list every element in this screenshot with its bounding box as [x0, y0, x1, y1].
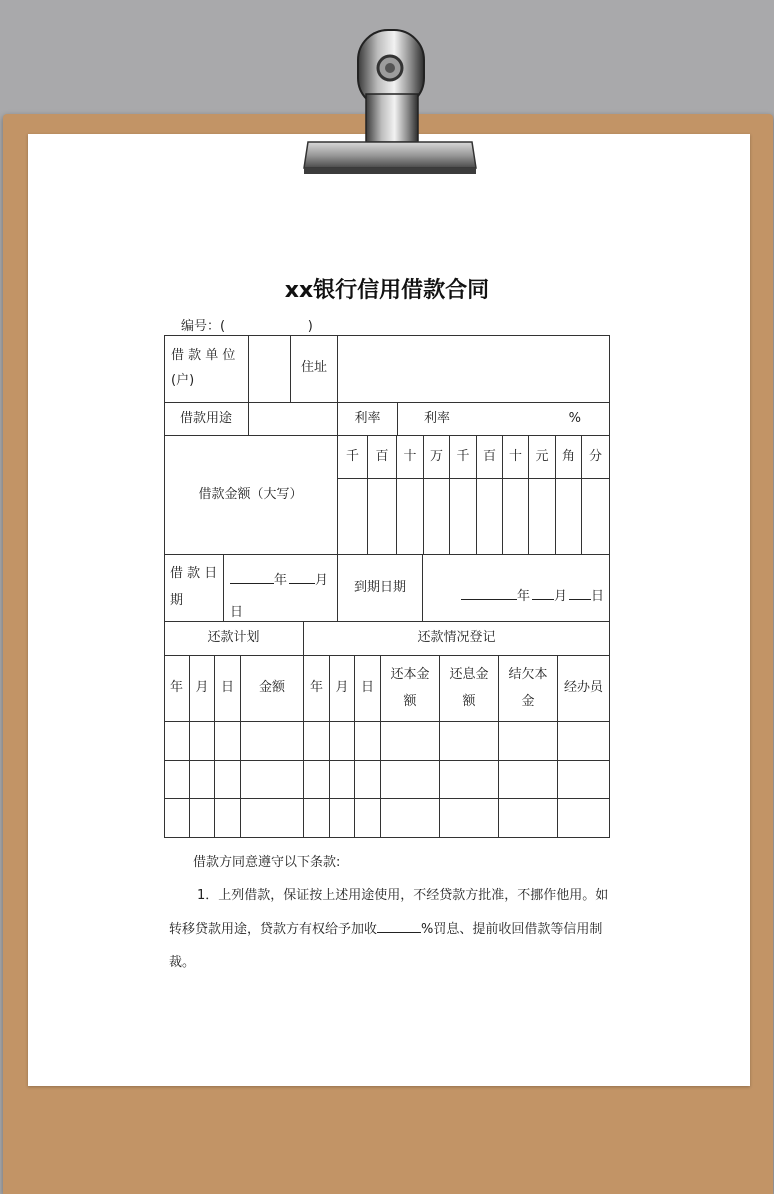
table-cell[interactable]	[190, 799, 215, 838]
clause-1-line-2-end: %罚息、提前收回借款等信用制	[421, 922, 603, 937]
borrower-label: 借 款 单 位	[171, 347, 236, 363]
digit-header	[477, 436, 503, 479]
table-cell[interactable]	[499, 799, 558, 838]
col-label: 额	[403, 693, 417, 709]
digit-value-cell[interactable]	[477, 479, 503, 555]
amount-label: 借款金额（大写）	[198, 486, 303, 502]
address-value-cell[interactable]	[338, 335, 610, 403]
clause-1-line-2-start: 转移贷款用途，贷款方有权给予加收	[169, 922, 378, 937]
loan-date-label-cell	[164, 555, 224, 622]
digit-value-cell[interactable]	[338, 479, 368, 555]
address-label: 住址	[300, 360, 327, 376]
table-cell[interactable]	[164, 761, 190, 799]
table-cell[interactable]	[558, 761, 610, 799]
repay-plan-label: 还款计划	[207, 630, 260, 646]
table-cell[interactable]	[190, 761, 215, 799]
digit-label: 千	[345, 448, 359, 464]
table-cell[interactable]	[190, 722, 215, 761]
loan-date-label-tail: 期	[170, 593, 184, 608]
loan-date-year-blank	[230, 569, 328, 588]
col-label: 金	[521, 693, 535, 709]
digit-value-cell[interactable]	[450, 479, 477, 555]
table-cell[interactable]	[241, 799, 304, 838]
table-cell[interactable]	[241, 722, 304, 761]
col-label: 年	[169, 680, 183, 696]
table-cell[interactable]	[304, 722, 330, 761]
plan-col-month	[190, 656, 215, 722]
digit-label: 万	[429, 448, 443, 464]
digit-header	[397, 436, 424, 479]
table-cell[interactable]	[499, 722, 558, 761]
purpose-label-cell	[164, 403, 249, 436]
table-cell[interactable]	[381, 761, 440, 799]
contract-number: 编号：( )	[181, 319, 313, 334]
table-cell[interactable]	[215, 799, 241, 838]
record-col-interest	[440, 656, 499, 722]
table-cell[interactable]	[304, 799, 330, 838]
digit-label: 十	[508, 448, 522, 464]
digit-label: 元	[535, 448, 549, 464]
digit-header	[450, 436, 477, 479]
clause-1-line-2	[169, 918, 602, 937]
table-cell[interactable]	[330, 799, 355, 838]
table-cell[interactable]	[440, 799, 499, 838]
table-cell[interactable]	[241, 761, 304, 799]
col-label: 年	[309, 680, 323, 696]
clause-intro: 借款方同意遵守以下条款:	[193, 855, 341, 870]
col-label: 结欠本	[508, 666, 548, 682]
table-cell[interactable]	[355, 799, 381, 838]
digit-header	[582, 436, 610, 479]
col-label: 还息金	[449, 666, 489, 682]
loan-date-day	[230, 601, 243, 620]
year-label: 年	[274, 573, 288, 588]
digit-value-cell[interactable]	[424, 479, 450, 555]
table-cell[interactable]	[440, 722, 499, 761]
binder-clip-icon	[290, 18, 490, 178]
year-label: 年	[517, 589, 531, 604]
digit-label: 百	[375, 448, 389, 464]
table-cell[interactable]	[164, 799, 190, 838]
contract-title: xx银行信用借款合同	[284, 278, 490, 303]
repay-record-label: 还款情况登记	[417, 630, 496, 646]
digit-header	[338, 436, 368, 479]
col-label: 月	[335, 680, 349, 696]
table-cell[interactable]	[381, 799, 440, 838]
borrower-label-cell	[164, 335, 249, 403]
due-date-blanks	[461, 585, 604, 604]
record-col-year	[304, 656, 330, 722]
table-cell[interactable]	[355, 761, 381, 799]
month-label: 月	[554, 589, 568, 604]
purpose-value-cell[interactable]	[249, 403, 338, 436]
digit-label: 分	[588, 448, 602, 464]
col-label: 额	[462, 693, 476, 709]
rate-value-label: 利率	[424, 410, 451, 426]
rate-value-cell[interactable]	[398, 403, 610, 436]
day-label: 日	[591, 589, 605, 604]
clause-1-line-3: 裁。	[169, 955, 196, 970]
table-cell[interactable]	[381, 722, 440, 761]
record-col-month	[330, 656, 355, 722]
digit-label: 百	[482, 448, 496, 464]
plan-col-year	[164, 656, 190, 722]
col-label: 经办员	[563, 680, 603, 696]
due-date-label: 到期日期	[353, 579, 406, 595]
digit-value-cell[interactable]	[503, 479, 529, 555]
table-cell[interactable]	[558, 722, 610, 761]
loan-date-label: 借 款 日	[170, 566, 218, 582]
digit-label: 十	[403, 448, 417, 464]
table-cell[interactable]	[499, 761, 558, 799]
plan-col-day	[215, 656, 241, 722]
record-col-principal	[381, 656, 440, 722]
rate-percent: %	[568, 410, 581, 426]
amount-label-cell	[164, 436, 338, 555]
borrower-value-cell[interactable]	[249, 335, 291, 403]
digit-header	[556, 436, 582, 479]
digit-value-cell[interactable]	[368, 479, 397, 555]
record-col-handler	[558, 656, 610, 722]
repay-record-header	[304, 622, 610, 656]
due-date-label-cell	[338, 555, 423, 622]
address-label-cell	[291, 335, 338, 403]
borrower-label-unit: (户)	[171, 372, 195, 388]
table-cell[interactable]	[215, 761, 241, 799]
day-label: 日	[230, 605, 244, 620]
table-cell[interactable]	[304, 761, 330, 799]
col-label: 日	[360, 680, 374, 696]
month-label: 月	[315, 573, 329, 588]
digit-label: 角	[561, 448, 575, 464]
repay-plan-header	[164, 622, 304, 656]
record-col-balance	[499, 656, 558, 722]
record-col-day	[355, 656, 381, 722]
digit-header	[529, 436, 556, 479]
table-cell[interactable]	[558, 799, 610, 838]
digit-value-cell[interactable]	[582, 479, 610, 555]
digit-label: 千	[456, 448, 470, 464]
table-cell[interactable]	[215, 722, 241, 761]
digit-value-cell[interactable]	[529, 479, 556, 555]
rate-label-cell	[338, 403, 398, 436]
digit-header	[503, 436, 529, 479]
col-label: 还本金	[390, 666, 430, 682]
table-cell[interactable]	[440, 761, 499, 799]
digit-value-cell[interactable]	[397, 479, 424, 555]
col-label: 金额	[258, 680, 285, 696]
penalty-rate-blank[interactable]	[377, 920, 421, 933]
digit-header	[424, 436, 450, 479]
purpose-label: 借款用途	[179, 410, 232, 426]
col-label: 月	[195, 680, 209, 696]
clause-1-line-1: 1．上列借款，保证按上述用途使用，不经贷款方批准，不挪作他用。如	[197, 888, 609, 903]
col-label: 日	[220, 680, 234, 696]
digit-value-cell[interactable]	[556, 479, 582, 555]
plan-col-amount	[241, 656, 304, 722]
table-cell[interactable]	[164, 722, 190, 761]
rate-label: 利率	[354, 410, 381, 426]
table-cell[interactable]	[330, 722, 355, 761]
table-cell[interactable]	[355, 722, 381, 761]
digit-header	[368, 436, 397, 479]
table-cell[interactable]	[330, 761, 355, 799]
